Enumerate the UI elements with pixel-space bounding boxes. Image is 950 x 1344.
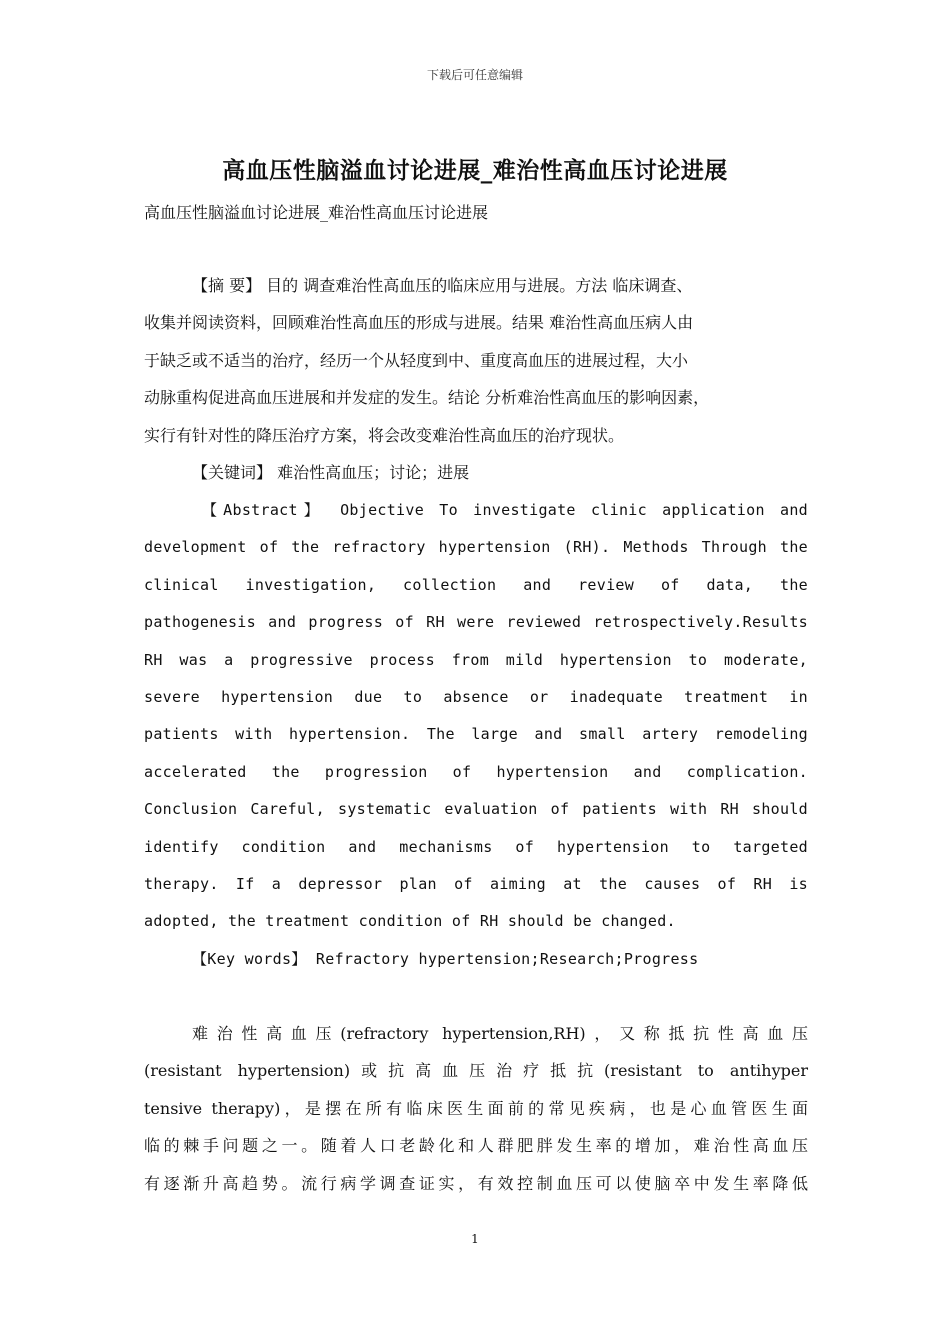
body-line: 有逐渐升高趋势。流行病学调查证实，有效控制血压可以使脑卒中发生率降低 xyxy=(144,1173,808,1193)
body-line: tensive therapy)，是摆在所有临床医生面前的常见疾病，也是心血管医生面 xyxy=(144,1098,808,1118)
abstract-en-line: pathogenesis and progress of RH were reviewed retrospectively.Results xyxy=(144,613,808,632)
abstract-en-line: Conclusion Careful, systematic evaluation of patients with RH should xyxy=(144,800,808,819)
abstract-en-line: adopted, the treatment condition of RH should be changed. xyxy=(144,912,676,931)
keywords-en: 【Key words】 Refractory hypertension;Research;Progress xyxy=(192,949,699,968)
page-number: 1 xyxy=(471,1232,479,1246)
abstract-cn xyxy=(144,267,808,491)
abstract-en-line: severe hypertension due to absence or inadequate treatment in xyxy=(144,687,808,706)
body-line: 难治性高血压(refractory hypertension,RH)，又称抵抗性高血压 xyxy=(192,1024,808,1043)
abstract-cn-line: 实行有针对性的降压治疗方案，将会改变难治性高血压的治疗现状。 xyxy=(144,425,625,445)
abstract-en-line: RH was a progressive process from mild hypertension to moderate, xyxy=(144,650,808,669)
abstract-cn-line: 于缺乏或不适当的治疗，经历一个从轻度到中、重度高血压的进展过程，大小 xyxy=(144,350,689,370)
abstract-en-line: identify condition and mechanisms of hypertension to targeted xyxy=(144,837,808,856)
abstract-cn-line: 收集并阅读资料，回顾难治性高血压的形成与进展。结果 难治性高血压病人由 xyxy=(144,313,694,333)
page-header-note: 下载后可任意编辑 xyxy=(426,68,523,82)
keywords-cn: 【关键词】 难治性高血压；讨论；进展 xyxy=(192,462,470,482)
document-subtitle: 高血压性脑溢血讨论进展_难治性高血压讨论进展 xyxy=(144,203,489,222)
abstract-en-line: patients with hypertension. The large and small artery remodeling xyxy=(144,725,808,744)
body-line: 临的棘手问题之一。随着人口老龄化和人群肥胖发生率的增加，难治性高血压 xyxy=(144,1136,808,1156)
abstract-en-line: clinical investigation, collection and review of data, the xyxy=(144,575,808,594)
document-title: 高血压性脑溢血讨论进展_难治性高血压讨论进展 xyxy=(222,158,728,184)
body-line: (resistant hypertension)或抗高血压治疗抵抗(resistant to antihyper xyxy=(144,1061,808,1081)
abstract-en-line: therapy. If a depressor plan of aiming at the causes of RH is xyxy=(144,874,808,893)
abstract-en xyxy=(144,492,808,978)
abstract-cn-line: 动脉重构促进高血压进展和并发症的发生。结论 分析难治性高血压的影响因素， xyxy=(144,388,710,408)
abstract-en-line: development of the refractory hypertension (RH). Methods Through the xyxy=(144,538,808,557)
body-paragraph xyxy=(144,1015,808,1202)
abstract-en-line: accelerated the progression of hypertension and complication. xyxy=(144,762,808,781)
abstract-en-line: 【Abstract】 Objective To investigate clinic application and xyxy=(202,501,808,519)
abstract-cn-line: 【摘 要】 目的 调查难治性高血压的临床应用与进展。方法 临床调查、 xyxy=(192,276,693,295)
